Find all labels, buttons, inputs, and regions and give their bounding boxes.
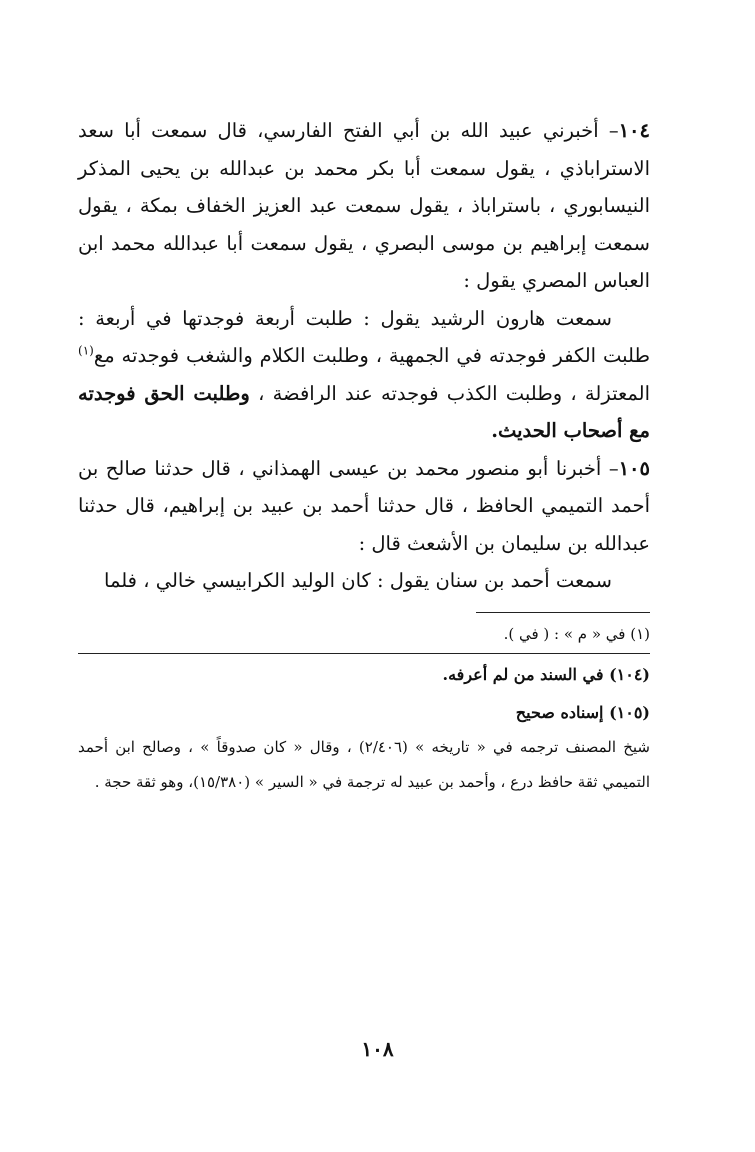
footnote-105-commentary: شيخ المصنف ترجمه في « تاريخه » (٢/٤٠٦) ، وقال « كان صدوقاً » ، وصالح ابن أحمد التميمي ثقة حافظ درع ، وأحمد بن عبيد له ترجمة في « السير » (١٥/٣٨٠)، وهو ثقة حجة . (78, 737, 650, 791)
quote-text-start: سمعت هارون الرشيد يقول : طلبت أربعة فوجدتها في أربعة : طلبت الكفر فوجدته في الجمهية ، وطلبت الكلام والشغب فوجدته مع (78, 306, 650, 367)
quote-text-middle: المعتزلة ، وطلبت الكذب فوجدته عند الرافضة ، (249, 381, 651, 405)
paragraph-105-text: – أخبرنا أبو منصور محمد بن عيسى الهمذاني ، قال حدثنا صالح بن أحمد التميمي الحافظ ، قال حدثنا أحمد بن عبيد بن إبراهيم، قال حدثنا عبدالله بن سليمان بن الأشعث قال : (78, 456, 650, 555)
paragraph-karabisi (78, 562, 650, 600)
footnote-ref-1[interactable]: (١) (78, 343, 94, 358)
hadith-number-104: ١٠٤ (618, 119, 650, 142)
paragraph-104 (78, 112, 650, 300)
footnote-104: (١٠٤) في السند من لم أعرفه. (442, 664, 650, 684)
hadith-number-105: ١٠٥ (618, 456, 650, 480)
paragraph-rashid-quote (78, 300, 650, 450)
page-body (78, 112, 650, 800)
page-number: ١٠٨ (361, 1037, 394, 1061)
footnote-1: (١) في « م » : ( في ). (503, 624, 650, 643)
footnote-105: (١٠٥) إسناده صحيح (515, 702, 650, 722)
main-text (78, 112, 650, 600)
paragraph-104-text: – أخبرني عبيد الله بن أبي الفتح الفارسي، قال سمعت أبا سعد الاستراباذي ، يقول سمعت أبا بكر محمد بن عبدالله بن يحيى المذكر النيسابوري ، باستراباذ ، يقول سمعت عبد العزيز الخفاف بمكة ، يقول سمعت إبراهيم بن موسى البصري ، يقول سمعت أبا عبدالله محمد ابن العباس المصري يقول : (78, 119, 650, 292)
quote-text-bold: وطلبت الحق فوجدته مع أصحاب الحديث. (78, 381, 650, 442)
paragraph-105 (78, 450, 650, 563)
paragraph-karabisi-text: سمعت أحمد بن سنان يقول : كان الوليد الكرابيسي خالي ، فلما (104, 569, 612, 592)
footnotes (78, 617, 650, 800)
commentary-separator (78, 653, 650, 654)
footnote-separator (476, 612, 650, 613)
